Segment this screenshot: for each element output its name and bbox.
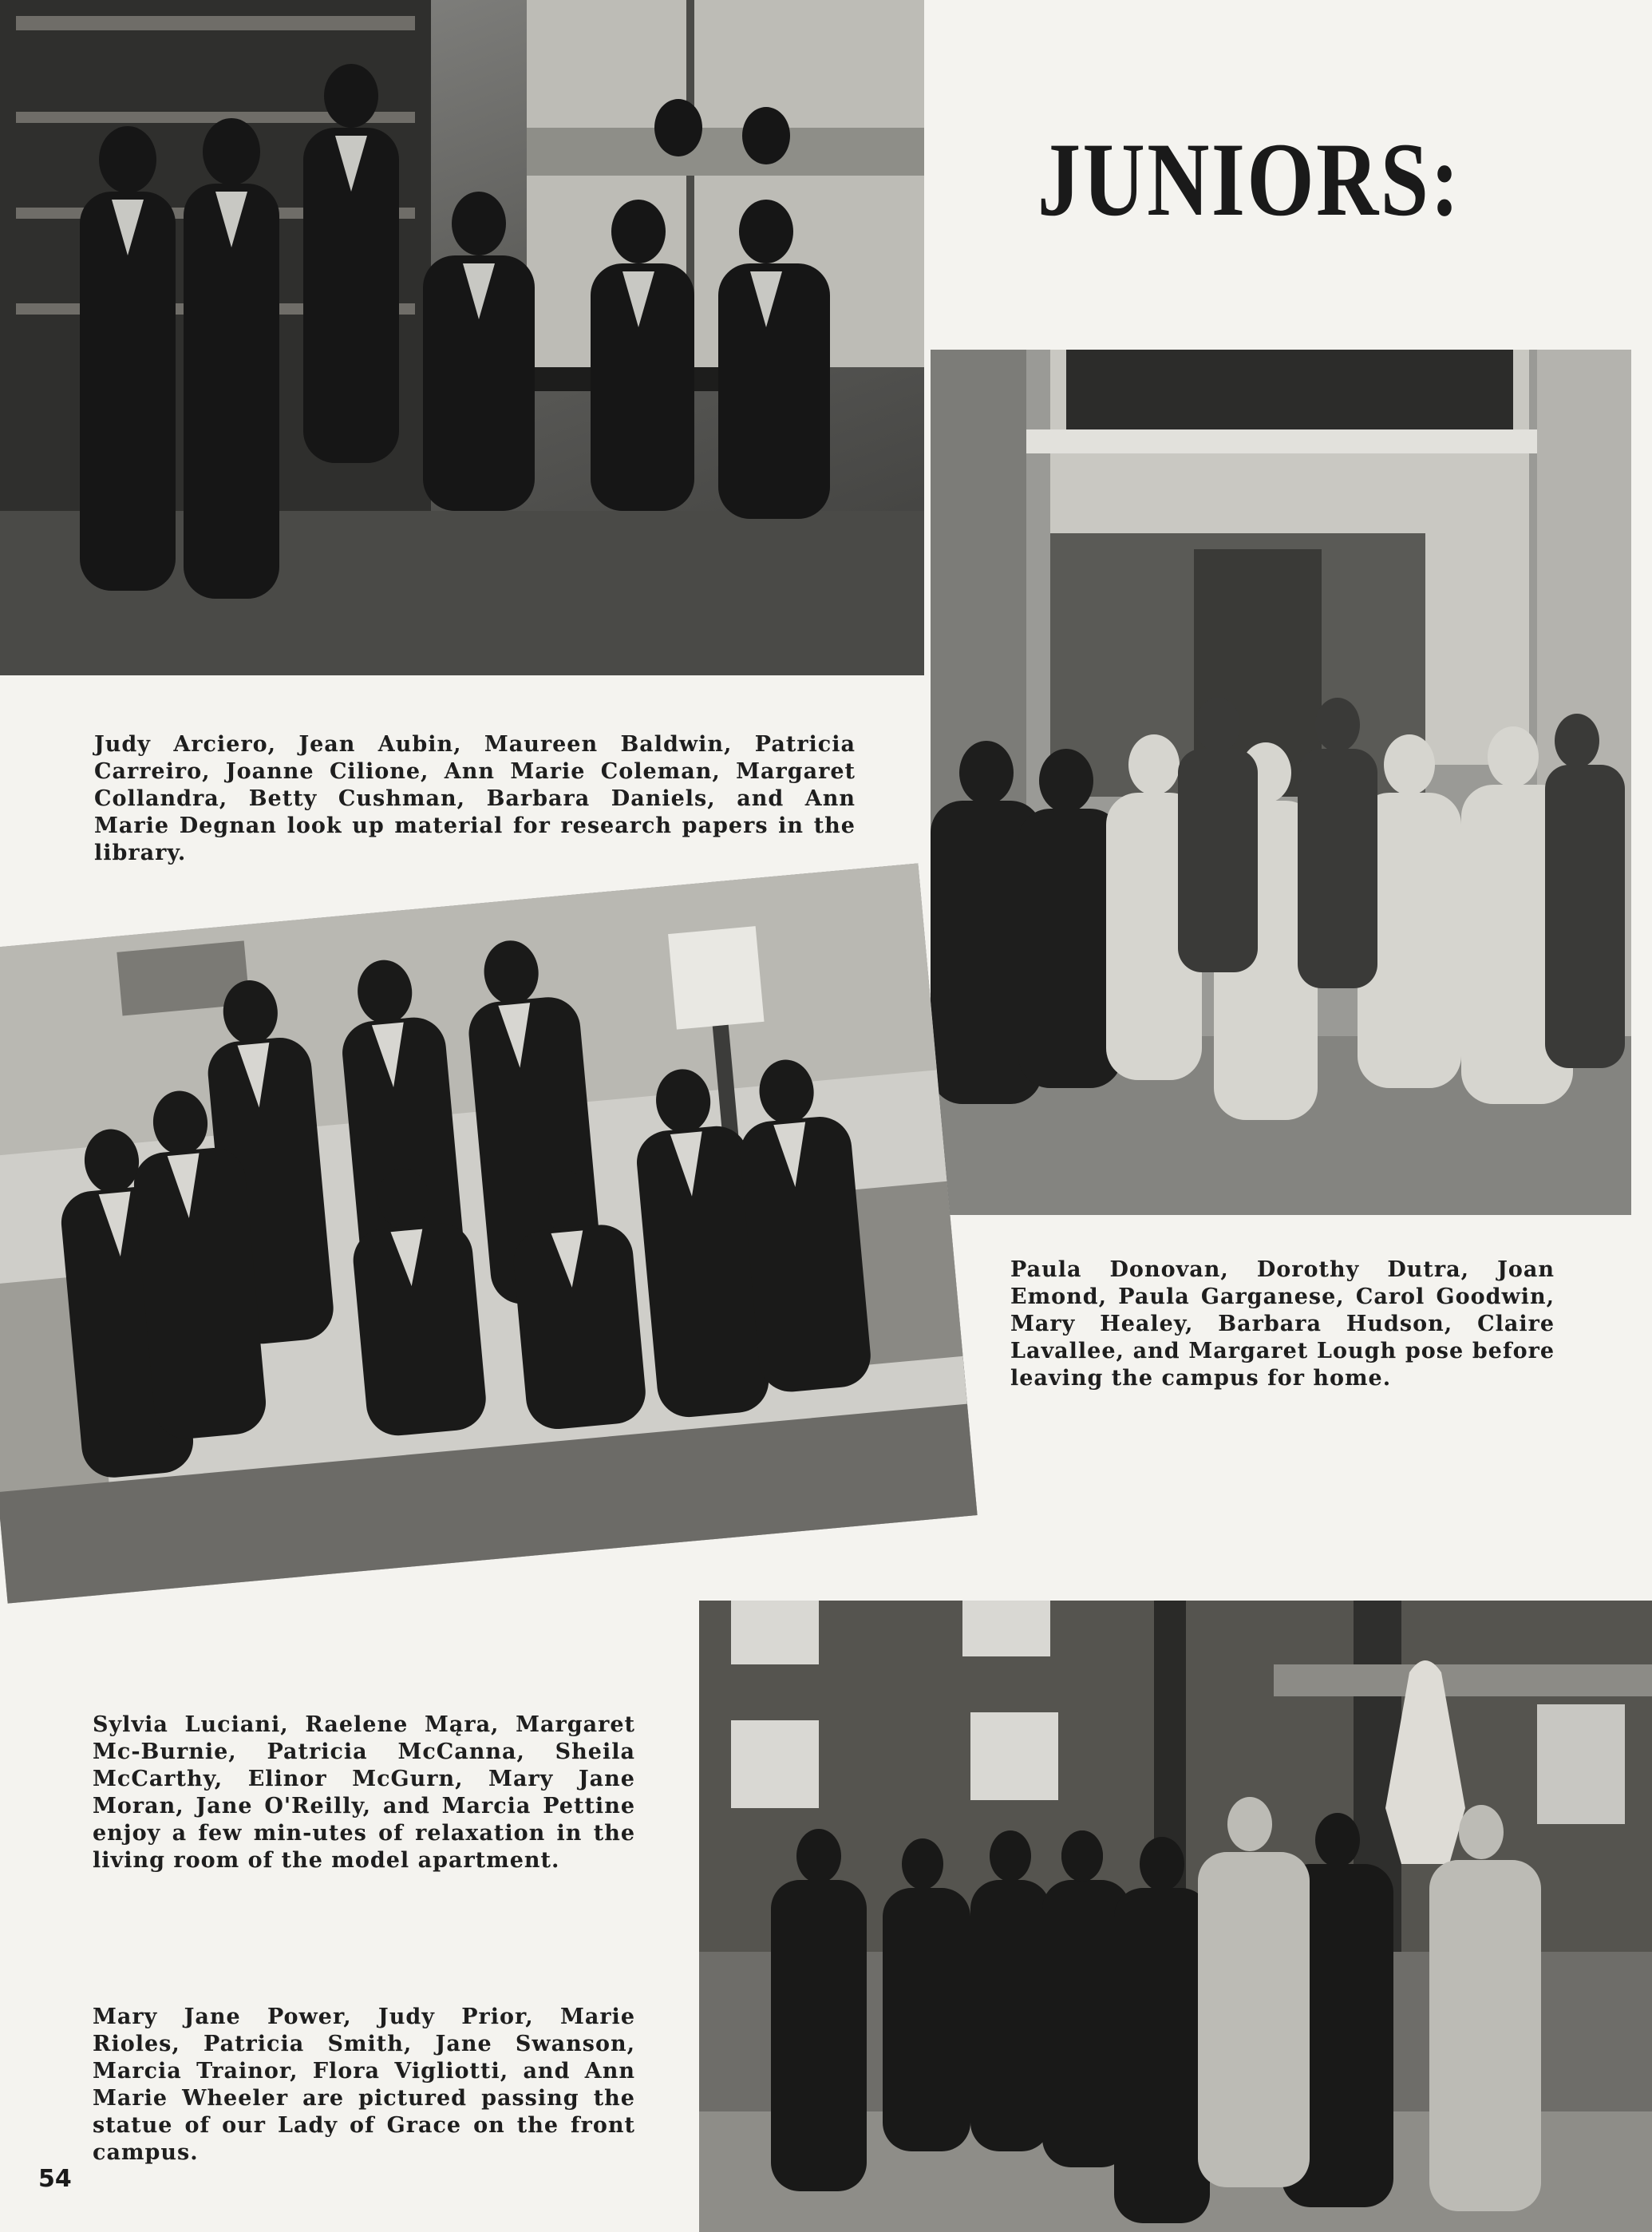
- living-room-caption: Sylvia Luciani, Raelene Mąra, Margaret Mc-Burnie, Patricia McCanna, Sheila McCarthy, Elinor McGurn, Mary Jane Moran, Jane O'Reilly, and Marcia Pettine enjoy a few min-utes of relaxation in the living room of the model apartment.: [93, 1712, 635, 1873]
- campus-doorway-photo: [931, 350, 1631, 1215]
- library-photo: [0, 0, 924, 675]
- front-campus-statue-photo: [699, 1601, 1652, 2232]
- front-campus-statue-caption: Mary Jane Power, Judy Prior, Marie Rioles, Patricia Smith, Jane Swanson, Marcia Trainor, Flora Vigliotti, and Ann Marie Wheeler are pictured passing the statue of our Lady of Grace on the front campus.: [93, 2004, 635, 2165]
- page-title: JUNIORS:: [1037, 121, 1461, 238]
- statue-scene: [699, 1601, 1652, 2232]
- living-room-photo: [0, 863, 978, 1603]
- page-number: 54: [38, 2165, 72, 2193]
- doorway-scene: [931, 350, 1631, 1215]
- library-caption: Judy Arciero, Jean Aubin, Maureen Baldwin, Patricia Carreiro, Joanne Cilione, Ann Marie Coleman, Margaret Collandra, Betty Cushman, Barbara Daniels, and Ann Marie Degnan look up material for research papers in the library.: [94, 732, 856, 865]
- library-scene: [0, 0, 924, 675]
- living-room-scene: [0, 863, 978, 1603]
- campus-doorway-caption: Paula Donovan, Dorothy Dutra, Joan Emond, Paula Garganese, Carol Goodwin, Mary Healey, Barbara Hudson, Claire Lavallee, and Margaret Lough pose before leaving the campus for home.: [1010, 1257, 1555, 1391]
